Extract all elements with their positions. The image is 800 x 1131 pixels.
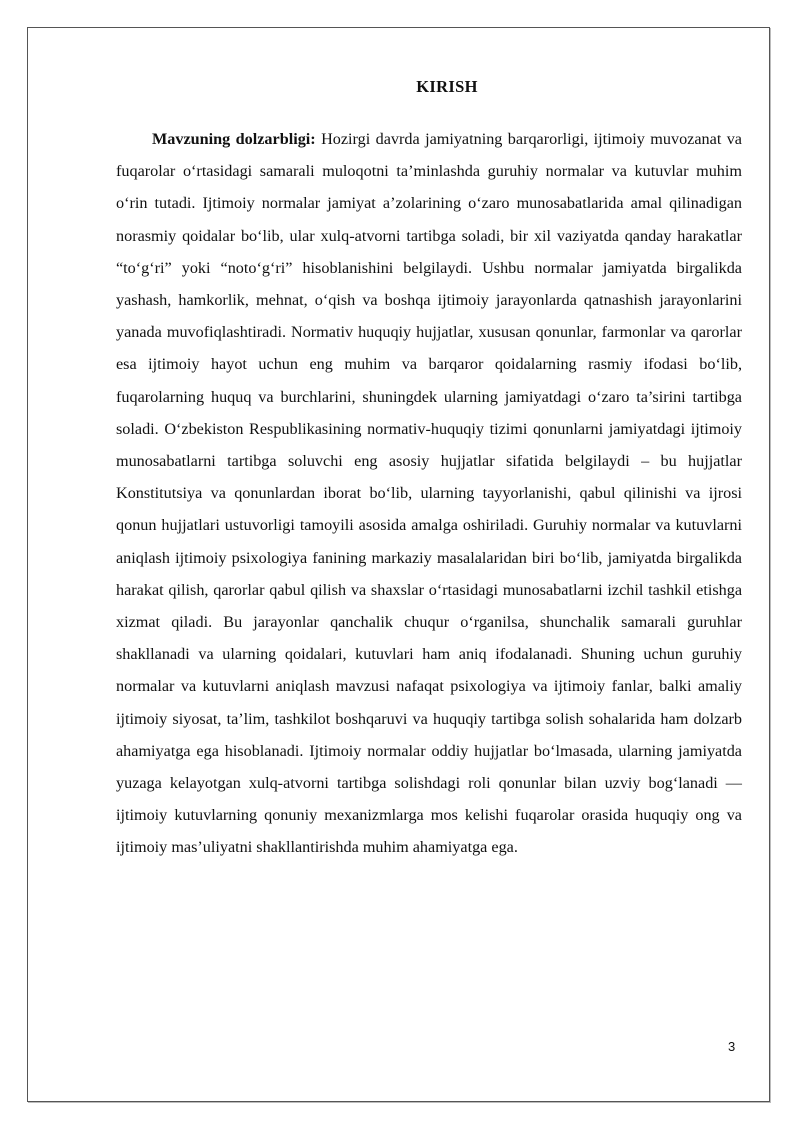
section-heading: KIRISH	[416, 77, 478, 96]
paragraph-text: Hozirgi davrda jamiyatning barqarorligi, ijtimoiy muvozanat va fuqarolar o‘rtasidagi samarali muloqotni ta’minlashda guruhiy normalar va kutuvlar muhim o‘rin tutadi. Ijtimoiy normalar jamiyat a’zolarining o‘zaro munosabatlarida amal qilinadigan norasmiy qoidalar bo‘lib, ular xulq-atvorni tartibga soladi, bir xil vaziyatda qanday harakatlar “to‘g‘ri” yoki “noto‘g‘ri” hisoblanishini belgilaydi. Ushbu normalar jamiyatda birgalikda yashash, hamkorlik, mehnat, o‘qish va boshqa ijtimoiy jarayonlarda qatnashish jarayonlarini yanada muvofiqlashtiradi. Normativ huquqiy hujjatlar, xususan qonunlar, farmonlar va qarorlar esa ijtimoiy hayot uchun eng muhim va barqaror qoidalarning rasmiy ifodasi bo‘lib, fuqarolarning huquq va burchlarini, shuningdek ularning jamiyatdagi o‘zaro ta’sirini tartibga soladi. O‘zbekiston Respublikasining normativ-huquqiy tizimi qonunlarni jamiyatdagi ijtimoiy munosabatlarni tartibga soluvchi eng asosiy hujjatlar sifatida belgilaydi – bu hujjatlar Konstitutsiya va qonunlardan iborat bo‘lib, ularning tayyorlanishi, qabul qilinishi va ijrosi qonun hujjatlari ustuvorligi tamoyili asosida amalga oshiriladi. Guruhiy normalar va kutuvlarni aniqlash ijtimoiy psixologiya fanining markaziy masalalaridan biri bo‘lib, jamiyatda birgalikda harakat qilish, qarorlar qabul qilish va shaxslar o‘rtasidagi munosabatlarni izchil tashkil etishga xizmat qiladi. Bu jarayonlar qanchalik chuqur o‘rganilsa, shunchalik samarali guruhlar shakllanadi va ularning qoidalari, kutuvlari ham aniq ifodalanadi. Shuning uchun guruhiy normalar va kutuvlarni aniqlash mavzusi nafaqat psixologiya va ijtimoiy fanlar, balki amaliy ijtimoiy siyosat, ta’lim, tashkilot boshqaruvi va huquqiy tartibga solish sohalarida ham dolzarb ahamiyatga ega hisoblanadi. Ijtimoiy normalar oddiy hujjatlar bo‘lmasada, ularning jamiyatda yuzaga kelayotgan xulq-atvorni tartibga solishdagi roli qonunlar bilan uzviy bog‘lanadi — ijtimoiy kutuvlarning qonuniy mexanizmlarga mos kelishi fuqarolar orasida huquqiy ong va ijtimoiy mas’uliyatni shakllantirishda muhim ahamiyatga ega.	[116, 130, 742, 857]
body-paragraph	[116, 123, 742, 864]
paragraph-lead: Mavzuning dolzarbligi:	[152, 130, 316, 148]
page-number: 3	[728, 1039, 736, 1054]
